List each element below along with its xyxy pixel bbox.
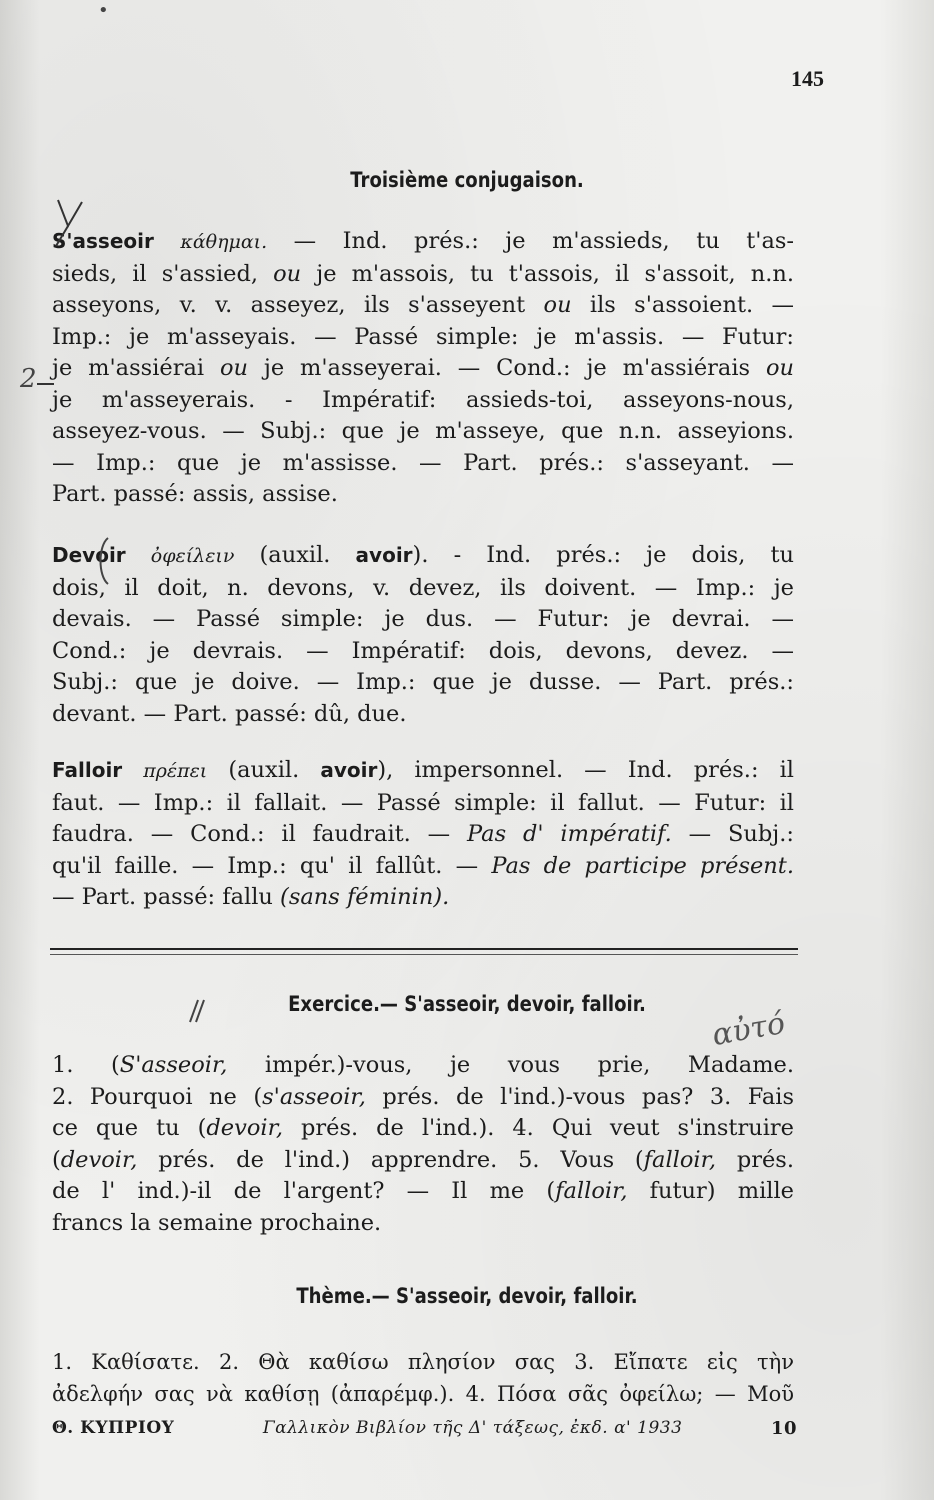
falloir-aux-open: (auxil. bbox=[228, 757, 321, 783]
falloir-line-4a: qu'il faille. — Imp.: qu' il fallût. — bbox=[52, 852, 492, 879]
sasseoir-line-3-ou: ou bbox=[543, 292, 572, 318]
devoir-aux-close: ). - Ind. prés.: je dois, tu bbox=[412, 542, 795, 568]
sasseoir-line-1: — Ind. prés.: je m'assieds, tu t'as- bbox=[293, 228, 795, 254]
ex-line-1a: 1. ( bbox=[52, 1052, 120, 1078]
falloir-aux-close: ), impersonnel. — Ind. prés.: il bbox=[377, 757, 795, 783]
devoir-line-3: devais. — Passé simple: je dus. — Futur: je devrai. — bbox=[52, 606, 794, 632]
handwritten-margin-digit: 2 bbox=[20, 364, 37, 394]
ex-line-5b: futur) mille bbox=[627, 1178, 794, 1204]
ex-line-1b: impér.)-vous, je vous prie, Madame. bbox=[227, 1052, 794, 1078]
falloir-paragraph bbox=[52, 755, 794, 914]
theme-line-1: 1. Καθίσατε. 2. Θὰ καθίσω πλησίον σας 3. Εἴπατε εἰς τὴν bbox=[52, 1350, 794, 1374]
ex-line-5-italic: falloir, bbox=[555, 1178, 628, 1204]
ex-line-3-italic: devoir, bbox=[206, 1115, 283, 1141]
sasseoir-line-2b: je m'assois, tu t'assois, il s'assoit, n.n. bbox=[301, 260, 794, 287]
sasseoir-line-7: asseyez-vous. — Subj.: que je m'asseye, que n.n. asseyions. bbox=[52, 418, 794, 444]
sasseoir-paragraph bbox=[52, 226, 794, 511]
falloir-line-2: faut. — Imp.: il fallait. — Passé simple: il fallut. — Futur: il bbox=[52, 789, 794, 816]
falloir-line-3-italic: Pas d' impératif. bbox=[467, 821, 672, 847]
sasseoir-line-4: Imp.: je m'asseyais. — Passé simple: je m'assis. — Futur: bbox=[52, 323, 794, 350]
ex-line-2a: 2. Pourquoi ne ( bbox=[52, 1083, 263, 1110]
sasseoir-line-2-ou: ou bbox=[273, 260, 302, 287]
devoir-line-5: Subj.: que je doive. — Imp.: que je dusse. — Part. prés.: bbox=[52, 669, 794, 695]
devoir-line-6: devant. — Part. passé: dû, due. bbox=[52, 700, 407, 727]
falloir-line-3b: — Subj.: bbox=[671, 821, 794, 847]
footer-sheet-number: 10 bbox=[770, 1418, 797, 1439]
falloir-line-3a: faudra. — Cond.: il faudrait. — bbox=[52, 821, 468, 847]
ex-line-4-italic: devoir, bbox=[60, 1146, 138, 1173]
ex-line-4c: prés. bbox=[716, 1146, 795, 1173]
greek-kathemai: κάθημαι. bbox=[180, 231, 268, 253]
sasseoir-line-5b: je m'asseyerai. — Cond.: je m'assiérais bbox=[248, 355, 766, 381]
ex-line-3a: ce que tu ( bbox=[52, 1115, 207, 1141]
sasseoir-line-5a: je m'assiérai bbox=[52, 355, 220, 381]
exercice-paragraph bbox=[52, 1050, 794, 1239]
handwritten-note: αὐτό bbox=[709, 1005, 788, 1054]
heading-theme: Thème.— S'asseoir, devoir, falloir. bbox=[296, 1284, 638, 1308]
verb-sasseoir: S'asseoir bbox=[52, 229, 154, 253]
ex-line-1-italic: S'asseoir, bbox=[119, 1052, 228, 1078]
devoir-aux-word: avoir bbox=[355, 543, 413, 567]
heading-exercice: Exercice.— S'asseoir, devoir, falloir. bbox=[288, 992, 646, 1016]
falloir-aux-word: avoir bbox=[320, 758, 378, 782]
ink-dot-icon: • bbox=[98, 0, 109, 21]
ex-line-4a: ( bbox=[52, 1146, 61, 1173]
falloir-line-5a: — Part. passé: fallu bbox=[52, 884, 281, 910]
devoir-paragraph bbox=[52, 540, 794, 730]
greek-prepei: πρέπει bbox=[143, 760, 208, 782]
bracket-mark-icon bbox=[92, 536, 112, 586]
falloir-line-4-italic: Pas de participe présent. bbox=[491, 852, 794, 879]
ex-line-2b: prés. de l'ind.)-vous pas? 3. Fais bbox=[365, 1083, 794, 1110]
ex-line-4b: prés. de l'ind.) apprendre. 5. Vous ( bbox=[137, 1146, 644, 1173]
sasseoir-line-3a: asseyons, v. v. asseyez, ils s'asseyent bbox=[52, 292, 544, 318]
footer-signature: Θ. ΚΥΠΡΙΟΥ bbox=[52, 1418, 175, 1438]
ex-line-3b: prés. de l'ind.). 4. Qui veut s'instruire bbox=[283, 1115, 794, 1141]
heading-troisieme-conjugaison: Troisième conjugaison. bbox=[350, 168, 584, 192]
sasseoir-line-5-ou2: ou bbox=[765, 355, 794, 381]
sasseoir-line-8: — Imp.: que je m'assisse. — Part. prés.: s'asseyant. — bbox=[52, 449, 794, 476]
ex-line-6: francs la semaine prochaine. bbox=[52, 1209, 382, 1236]
footer-title: Γαλλικὸν Βιβλίον τῆς Δ' τάξεως, ἐκδ. α' 1933 bbox=[262, 1418, 683, 1438]
devoir-line-4: Cond.: je devrais. — Impératif: dois, devons, devez. — bbox=[52, 637, 794, 664]
verb-devoir: Devoir bbox=[52, 543, 126, 567]
ex-line-4-italic2: falloir, bbox=[643, 1146, 717, 1173]
section-divider bbox=[50, 948, 798, 950]
devoir-line-2: dois, il doit, n. devons, v. devez, ils doivent. — Imp.: je bbox=[52, 574, 794, 601]
sasseoir-line-2a: sieds, il s'assied, bbox=[52, 260, 274, 287]
sasseoir-line-3b: ils s'assoient. — bbox=[571, 292, 794, 318]
pen-stroke-icon bbox=[36, 374, 56, 390]
falloir-line-5-italic: (sans féminin). bbox=[280, 884, 450, 910]
devoir-aux-open: (auxil. bbox=[259, 542, 356, 568]
page-footer bbox=[52, 1418, 797, 1439]
ex-line-5a: de l' ind.)-il de l'argent? — Il me ( bbox=[52, 1178, 556, 1204]
tick-mark-icon bbox=[54, 196, 94, 252]
verb-falloir: Falloir bbox=[52, 758, 123, 782]
theme-line-2: ἀδελφήν σας νὰ καθίσῃ (ἀπαρέμφ.). 4. Πόσα σᾶς ὀφείλω; — Μοῦ bbox=[52, 1382, 794, 1406]
theme-paragraph bbox=[52, 1346, 794, 1410]
greek-ofeilein: ὀφείλειν bbox=[150, 545, 235, 567]
exercice-tick-icon bbox=[188, 996, 208, 1026]
page-number: 145 bbox=[791, 66, 824, 91]
sasseoir-line-5-ou: ou bbox=[219, 355, 248, 381]
ex-line-2-italic: s'asseoir, bbox=[262, 1083, 366, 1110]
sasseoir-line-9: Part. passé: assis, assise. bbox=[52, 481, 338, 507]
section-divider-thin bbox=[50, 954, 798, 955]
sasseoir-line-6: je m'asseyerais. - Impératif: assieds-toi, asseyons-nous, bbox=[52, 386, 794, 413]
